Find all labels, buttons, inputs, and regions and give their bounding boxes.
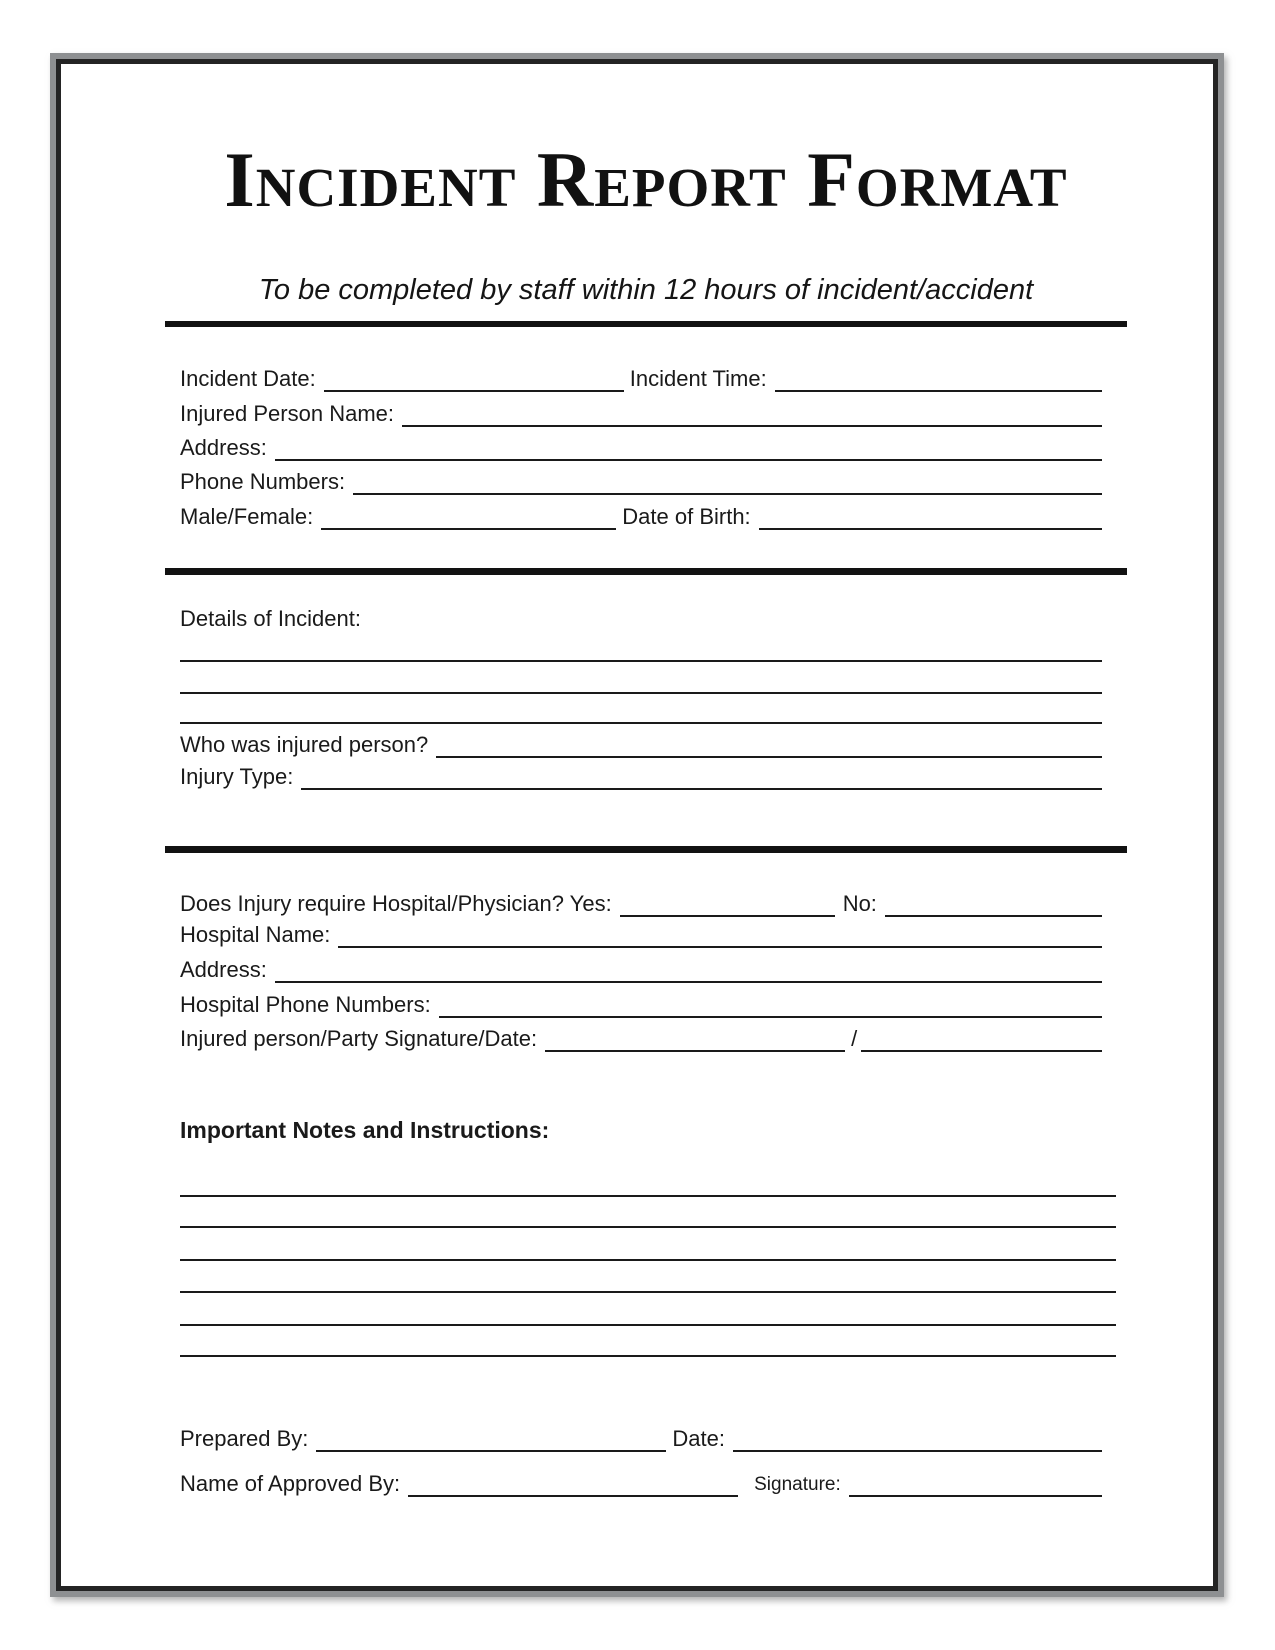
injured-person-name-row xyxy=(180,393,1102,427)
hospital-no-blank[interactable] xyxy=(885,883,1102,917)
details-line-2[interactable] xyxy=(180,692,1102,694)
male-female-blank[interactable] xyxy=(321,496,616,530)
notes-line-3[interactable] xyxy=(180,1259,1116,1261)
injury-type-blank[interactable] xyxy=(301,756,1102,790)
gender-dob-row xyxy=(180,496,1102,530)
phone-numbers-label: Phone Numbers: xyxy=(180,468,346,494)
details-of-incident-label: Details of Incident: xyxy=(180,606,361,631)
injured-person-name-blank[interactable] xyxy=(402,393,1102,427)
hospital-name-label: Hospital Name: xyxy=(180,921,331,947)
phone-numbers-row xyxy=(180,461,1102,495)
hospital-phone-blank[interactable] xyxy=(439,984,1102,1018)
signature-date-separator: / xyxy=(851,1025,858,1051)
details-line-1[interactable] xyxy=(180,660,1102,662)
form-subtitle: To be completed by staff within 12 hours of incident/accident xyxy=(258,274,1034,306)
party-signature-blank[interactable] xyxy=(545,1018,845,1052)
approved-by-blank[interactable] xyxy=(408,1463,738,1497)
incident-time-blank[interactable] xyxy=(775,358,1102,392)
male-female-label: Male/Female: xyxy=(180,503,314,529)
approved-signature-label: Signature: xyxy=(754,1474,841,1496)
approved-by-row xyxy=(180,1463,1102,1497)
date-of-birth-label: Date of Birth: xyxy=(622,503,751,529)
injured-person-name-label: Injured Person Name: xyxy=(180,400,394,426)
address-blank[interactable] xyxy=(275,427,1102,461)
injury-type-label: Injury Type: xyxy=(180,763,294,789)
hospital-question-row xyxy=(180,883,1102,917)
notes-line-5[interactable] xyxy=(180,1324,1116,1326)
section-divider-2 xyxy=(165,568,1127,575)
notes-line-6[interactable] xyxy=(180,1355,1116,1357)
form-content xyxy=(165,0,1127,1650)
hospital-question-label: Does Injury require Hospital/Physician? Yes: xyxy=(180,890,612,916)
hospital-phone-label: Hospital Phone Numbers: xyxy=(180,991,431,1017)
hospital-no-label: No: xyxy=(842,890,877,916)
signature-date-row xyxy=(180,1018,1102,1052)
notes-line-2[interactable] xyxy=(180,1226,1116,1228)
date-of-birth-blank[interactable] xyxy=(759,496,1102,530)
hospital-name-blank[interactable] xyxy=(338,914,1102,948)
notes-line-1[interactable] xyxy=(180,1195,1116,1197)
hospital-yes-blank[interactable] xyxy=(620,883,835,917)
hospital-address-blank[interactable] xyxy=(275,949,1102,983)
incident-time-label: Incident Time: xyxy=(629,365,767,391)
who-injured-row xyxy=(180,724,1102,758)
hospital-name-row xyxy=(180,914,1102,948)
prepared-by-blank[interactable] xyxy=(316,1418,666,1452)
who-injured-blank[interactable] xyxy=(436,724,1102,758)
section-divider-3 xyxy=(165,846,1127,853)
phone-numbers-blank[interactable] xyxy=(353,461,1102,495)
notes-heading: Important Notes and Instructions: xyxy=(180,1117,550,1143)
incident-date-label: Incident Date: xyxy=(180,365,316,391)
incident-date-blank[interactable] xyxy=(324,358,624,392)
hospital-address-row xyxy=(180,949,1102,983)
address-row xyxy=(180,427,1102,461)
notes-line-4[interactable] xyxy=(180,1291,1116,1293)
form-title: Incident Report Format xyxy=(224,136,1068,223)
prepared-date-label: Date: xyxy=(672,1425,725,1451)
hospital-address-label: Address: xyxy=(180,956,267,982)
prepared-by-row xyxy=(180,1418,1102,1452)
party-date-blank[interactable] xyxy=(861,1018,1102,1052)
approved-signature-blank[interactable] xyxy=(849,1463,1102,1497)
injury-type-row xyxy=(180,756,1102,790)
prepared-by-label: Prepared By: xyxy=(180,1425,309,1451)
signature-date-label: Injured person/Party Signature/Date: xyxy=(180,1025,538,1051)
section-divider-1 xyxy=(165,321,1127,327)
approved-by-label: Name of Approved By: xyxy=(180,1470,401,1496)
who-injured-label: Who was injured person? xyxy=(180,731,429,757)
hospital-phone-row xyxy=(180,984,1102,1018)
incident-date-time-row xyxy=(180,358,1102,392)
prepared-date-blank[interactable] xyxy=(733,1418,1102,1452)
address-label: Address: xyxy=(180,434,267,460)
